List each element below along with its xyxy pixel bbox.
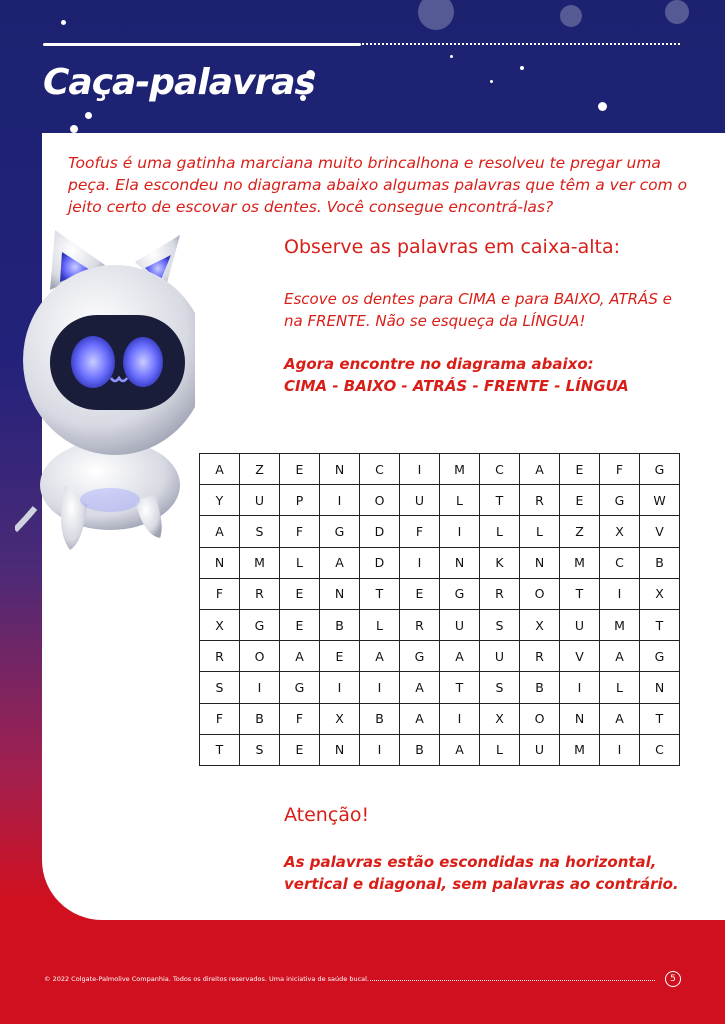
decorative-bubble [560,5,582,27]
grid-cell[interactable]: R [200,641,240,672]
grid-cell[interactable]: B [320,609,360,640]
grid-row [200,516,680,547]
grid-cell[interactable]: I [400,454,440,485]
grid-row [200,672,680,703]
grid-cell[interactable]: N [560,703,600,734]
grid-cell[interactable]: F [200,578,240,609]
grid-cell[interactable]: N [320,734,360,765]
decorative-star [520,66,524,70]
grid-cell[interactable]: F [280,703,320,734]
grid-cell[interactable]: E [560,454,600,485]
grid-cell[interactable]: U [480,641,520,672]
grid-cell[interactable]: W [640,485,680,516]
grid-cell[interactable]: U [560,609,600,640]
grid-cell[interactable]: L [440,485,480,516]
grid-cell[interactable]: T [200,734,240,765]
grid-cell[interactable]: R [400,609,440,640]
grid-cell[interactable]: G [400,641,440,672]
grid-cell[interactable]: U [400,485,440,516]
grid-cell[interactable]: C [360,454,400,485]
grid-cell[interactable]: I [600,734,640,765]
grid-cell[interactable]: I [360,672,400,703]
grid-cell[interactable]: A [200,454,240,485]
grid-cell[interactable]: K [480,547,520,578]
grid-cell[interactable]: I [400,547,440,578]
grid-cell[interactable]: B [520,672,560,703]
grid-cell[interactable]: O [520,578,560,609]
observe-text: Escove os dentes para CIMA e para BAIXO, ATRÁS e na FRENTE. Não se esqueça da LÍNGUA! [284,290,672,330]
grid-cell[interactable]: R [240,578,280,609]
grid-cell[interactable]: A [520,454,560,485]
grid-cell[interactable]: N [200,547,240,578]
grid-cell[interactable]: A [360,641,400,672]
page-number: 5 [665,971,681,987]
grid-cell[interactable]: L [480,516,520,547]
grid-cell[interactable]: G [640,641,680,672]
grid-row [200,703,680,734]
grid-cell[interactable]: T [560,578,600,609]
grid-cell[interactable]: B [360,703,400,734]
grid-cell[interactable]: N [320,578,360,609]
grid-cell[interactable]: A [440,641,480,672]
grid-cell[interactable]: V [560,641,600,672]
grid-cell[interactable]: E [280,609,320,640]
grid-cell[interactable]: C [480,454,520,485]
grid-cell[interactable]: M [600,609,640,640]
header-dotted-rule [362,43,680,45]
decorative-star [61,20,66,25]
attention-title: Atenção! [284,804,370,826]
grid-cell[interactable]: A [400,672,440,703]
robot-cat-illustration [15,230,195,560]
grid-row [200,454,680,485]
grid-cell[interactable]: M [560,547,600,578]
grid-cell[interactable]: B [640,547,680,578]
find-title: Agora encontre no diagrama abaixo: [284,355,594,373]
grid-cell[interactable]: A [600,641,640,672]
grid-cell[interactable]: A [440,734,480,765]
grid-cell[interactable]: Y [200,485,240,516]
grid-row [200,547,680,578]
grid-cell[interactable]: B [400,734,440,765]
grid-cell[interactable]: O [360,485,400,516]
grid-cell[interactable]: C [600,547,640,578]
grid-cell[interactable]: O [520,703,560,734]
attention-text: As palavras estão escondidas na horizontal, vertical e diagonal, sem palavras ao contrário. [284,853,679,893]
grid-cell[interactable]: I [600,578,640,609]
grid-cell[interactable]: A [200,516,240,547]
grid-cell[interactable]: S [480,609,520,640]
grid-cell[interactable]: G [240,609,280,640]
grid-row [200,485,680,516]
grid-cell[interactable]: F [400,516,440,547]
grid-cell[interactable]: S [200,672,240,703]
grid-cell[interactable]: S [240,734,280,765]
grid-cell[interactable]: F [280,516,320,547]
footer-copyright: © 2022 Colgate-Palmolive Companhia. Todos os direitos reservados. Uma iniciativa de saúde bucal. [44,975,370,983]
grid-cell[interactable]: L [280,547,320,578]
header-rule [43,43,361,46]
grid-cell[interactable]: D [360,547,400,578]
grid-cell[interactable]: X [640,578,680,609]
word-search-grid [199,453,680,766]
grid-cell[interactable]: Z [560,516,600,547]
grid-cell[interactable]: A [280,641,320,672]
grid-cell[interactable]: T [480,485,520,516]
grid-cell[interactable]: U [440,609,480,640]
grid-cell[interactable]: U [520,734,560,765]
decorative-star [598,102,607,111]
grid-cell[interactable]: I [320,485,360,516]
grid-row [200,609,680,640]
grid-cell[interactable]: M [560,734,600,765]
grid-cell[interactable]: X [600,516,640,547]
grid-cell[interactable]: B [240,703,280,734]
decorative-bubble [665,0,689,24]
grid-cell[interactable]: T [640,703,680,734]
grid-cell[interactable]: I [360,734,400,765]
grid-cell[interactable]: X [480,703,520,734]
grid-cell[interactable]: E [280,734,320,765]
grid-row [200,578,680,609]
grid-row [200,641,680,672]
grid-cell[interactable]: F [200,703,240,734]
grid-cell[interactable]: G [440,578,480,609]
grid-cell[interactable]: L [480,734,520,765]
decorative-star [450,55,453,58]
grid-cell[interactable]: I [440,516,480,547]
grid-cell[interactable]: M [440,454,480,485]
grid-cell[interactable]: E [280,578,320,609]
grid-cell[interactable]: E [320,641,360,672]
grid-cell[interactable]: S [480,672,520,703]
grid-cell[interactable]: X [200,609,240,640]
grid-row [200,734,680,765]
grid-cell[interactable]: T [640,609,680,640]
grid-cell[interactable]: R [520,641,560,672]
grid-cell[interactable]: P [280,485,320,516]
grid-cell[interactable]: T [360,578,400,609]
grid-cell[interactable]: E [280,454,320,485]
grid-cell[interactable]: T [440,672,480,703]
grid-cell[interactable]: V [640,516,680,547]
find-word-list: CIMA - BAIXO - ATRÁS - FRENTE - LÍNGUA [284,377,629,395]
grid-cell[interactable]: G [280,672,320,703]
grid-cell[interactable]: N [320,454,360,485]
grid-cell[interactable]: D [360,516,400,547]
grid-cell[interactable]: N [440,547,480,578]
grid-cell[interactable]: M [240,547,280,578]
grid-cell[interactable]: N [640,672,680,703]
grid-cell[interactable]: X [520,609,560,640]
page-title: Caça-palavras [43,62,315,103]
grid-cell[interactable]: A [320,547,360,578]
decorative-star [70,125,78,133]
decorative-bubble [418,0,454,30]
grid-cell[interactable]: O [240,641,280,672]
grid-cell[interactable]: L [360,609,400,640]
grid-cell[interactable]: I [240,672,280,703]
grid-cell[interactable]: R [520,485,560,516]
observe-title: Observe as palavras em caixa-alta: [284,236,620,258]
grid-cell[interactable]: I [440,703,480,734]
grid-cell[interactable]: G [640,454,680,485]
grid-cell[interactable]: A [600,703,640,734]
grid-cell[interactable]: E [560,485,600,516]
grid-cell[interactable]: I [560,672,600,703]
grid-cell[interactable]: F [600,454,640,485]
grid-cell[interactable]: L [520,516,560,547]
grid-cell[interactable]: N [520,547,560,578]
grid-cell[interactable]: C [640,734,680,765]
grid-cell[interactable]: S [240,516,280,547]
grid-cell[interactable]: U [240,485,280,516]
decorative-star [490,80,493,83]
grid-cell[interactable]: G [320,516,360,547]
decorative-star [85,112,92,119]
grid-cell[interactable]: X [320,703,360,734]
intro-text: Toofus é uma gatinha marciana muito brincalhona e resolveu te pregar uma peça. Ela escondeu no diagrama abaixo algumas palavras que têm a ver com o jeito certo de escovar os dentes. Você consegue encontrá-las? [68,154,688,216]
grid-cell[interactable]: E [400,578,440,609]
grid-cell[interactable]: G [600,485,640,516]
grid-cell[interactable]: Z [240,454,280,485]
grid-cell[interactable]: A [400,703,440,734]
footer-dotted-rule [370,980,655,981]
grid-cell[interactable]: R [480,578,520,609]
grid-cell[interactable]: I [320,672,360,703]
grid-cell[interactable]: L [600,672,640,703]
